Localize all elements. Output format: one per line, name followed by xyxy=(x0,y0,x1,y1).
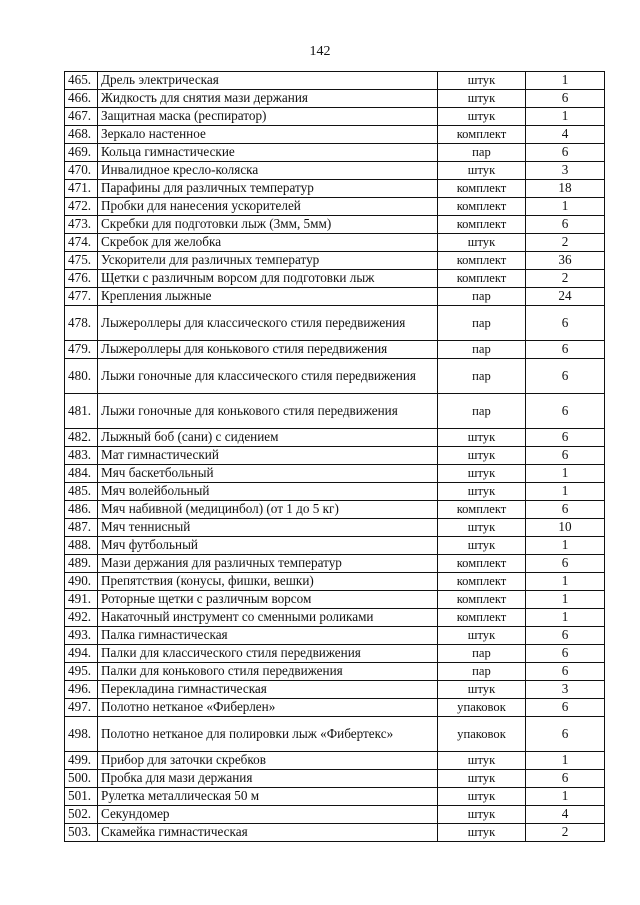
item-name: Мяч набивной (медицинбол) (от 1 до 5 кг) xyxy=(98,501,438,519)
table-row xyxy=(65,501,605,519)
unit-of-measure: штук xyxy=(438,788,526,806)
row-number: 478. xyxy=(65,306,98,341)
unit-of-measure: комплект xyxy=(438,609,526,627)
unit-of-measure: пар xyxy=(438,288,526,306)
row-number: 493. xyxy=(65,627,98,645)
quantity: 6 xyxy=(526,717,605,752)
item-name: Защитная маска (респиратор) xyxy=(98,108,438,126)
row-number: 476. xyxy=(65,270,98,288)
item-name: Инвалидное кресло-коляска xyxy=(98,162,438,180)
unit-of-measure: штук xyxy=(438,234,526,252)
quantity: 10 xyxy=(526,519,605,537)
table-row xyxy=(65,627,605,645)
row-number: 479. xyxy=(65,341,98,359)
unit-of-measure: штук xyxy=(438,447,526,465)
item-name: Накаточный инструмент со сменными роликами xyxy=(98,609,438,627)
row-number: 492. xyxy=(65,609,98,627)
quantity: 1 xyxy=(526,573,605,591)
unit-of-measure: комплект xyxy=(438,555,526,573)
item-name: Препятствия (конусы, фишки, вешки) xyxy=(98,573,438,591)
row-number: 491. xyxy=(65,591,98,609)
quantity: 1 xyxy=(526,465,605,483)
item-name: Мяч баскетбольный xyxy=(98,465,438,483)
quantity: 1 xyxy=(526,788,605,806)
table-row xyxy=(65,162,605,180)
table-row xyxy=(65,483,605,501)
table-row xyxy=(65,717,605,752)
quantity: 6 xyxy=(526,394,605,429)
item-name: Рулетка металлическая 50 м xyxy=(98,788,438,806)
row-number: 495. xyxy=(65,663,98,681)
quantity: 1 xyxy=(526,609,605,627)
table-row xyxy=(65,645,605,663)
page-number: 142 xyxy=(309,44,331,59)
table-row xyxy=(65,144,605,162)
unit-of-measure: штук xyxy=(438,519,526,537)
row-number: 502. xyxy=(65,806,98,824)
row-number: 501. xyxy=(65,788,98,806)
row-number: 487. xyxy=(65,519,98,537)
unit-of-measure: пар xyxy=(438,359,526,394)
table-row xyxy=(65,126,605,144)
row-number: 497. xyxy=(65,699,98,717)
unit-of-measure: штук xyxy=(438,429,526,447)
quantity: 4 xyxy=(526,126,605,144)
item-name: Кольца гимнастические xyxy=(98,144,438,162)
row-number: 496. xyxy=(65,681,98,699)
table-row xyxy=(65,234,605,252)
item-name: Полотно нетканое «Фиберлен» xyxy=(98,699,438,717)
table-row xyxy=(65,394,605,429)
table-row xyxy=(65,537,605,555)
table-row xyxy=(65,429,605,447)
table-row xyxy=(65,752,605,770)
table-row xyxy=(65,770,605,788)
item-name: Щетки с различным ворсом для подготовки лыж xyxy=(98,270,438,288)
quantity: 1 xyxy=(526,108,605,126)
table-row xyxy=(65,788,605,806)
row-number: 486. xyxy=(65,501,98,519)
item-name: Скамейка гимнастическая xyxy=(98,824,438,842)
unit-of-measure: штук xyxy=(438,770,526,788)
unit-of-measure: комплект xyxy=(438,180,526,198)
item-name: Скребок для желобка xyxy=(98,234,438,252)
row-number: 465. xyxy=(65,72,98,90)
table-row xyxy=(65,555,605,573)
equipment-table-body xyxy=(65,72,605,842)
quantity: 1 xyxy=(526,483,605,501)
row-number: 499. xyxy=(65,752,98,770)
table-row xyxy=(65,663,605,681)
row-number: 503. xyxy=(65,824,98,842)
item-name: Дрель электрическая xyxy=(98,72,438,90)
table-row xyxy=(65,699,605,717)
item-name: Перекладина гимнастическая xyxy=(98,681,438,699)
item-name: Парафины для различных температур xyxy=(98,180,438,198)
unit-of-measure: штук xyxy=(438,752,526,770)
quantity: 3 xyxy=(526,162,605,180)
row-number: 474. xyxy=(65,234,98,252)
table-row xyxy=(65,306,605,341)
quantity: 6 xyxy=(526,501,605,519)
quantity: 6 xyxy=(526,770,605,788)
item-name: Жидкость для снятия мази держания xyxy=(98,90,438,108)
unit-of-measure: штук xyxy=(438,824,526,842)
row-number: 467. xyxy=(65,108,98,126)
row-number: 473. xyxy=(65,216,98,234)
table-row xyxy=(65,198,605,216)
item-name: Лыжероллеры для конькового стиля передвижения xyxy=(98,341,438,359)
quantity: 2 xyxy=(526,824,605,842)
item-name: Палки для классического стиля передвижения xyxy=(98,645,438,663)
item-name: Прибор для заточки скребков xyxy=(98,752,438,770)
unit-of-measure: комплект xyxy=(438,270,526,288)
quantity: 18 xyxy=(526,180,605,198)
quantity: 6 xyxy=(526,429,605,447)
unit-of-measure: пар xyxy=(438,306,526,341)
unit-of-measure: пар xyxy=(438,144,526,162)
row-number: 488. xyxy=(65,537,98,555)
unit-of-measure: комплект xyxy=(438,216,526,234)
unit-of-measure: штук xyxy=(438,465,526,483)
item-name: Лыжероллеры для классического стиля передвижения xyxy=(98,306,438,341)
table-row xyxy=(65,108,605,126)
quantity: 1 xyxy=(526,752,605,770)
row-number: 484. xyxy=(65,465,98,483)
quantity: 2 xyxy=(526,234,605,252)
unit-of-measure: упаковок xyxy=(438,717,526,752)
table-row xyxy=(65,519,605,537)
row-number: 485. xyxy=(65,483,98,501)
unit-of-measure: штук xyxy=(438,90,526,108)
row-number: 481. xyxy=(65,394,98,429)
quantity: 6 xyxy=(526,306,605,341)
item-name: Мяч футбольный xyxy=(98,537,438,555)
quantity: 6 xyxy=(526,663,605,681)
row-number: 489. xyxy=(65,555,98,573)
table-row xyxy=(65,90,605,108)
item-name: Мяч теннисный xyxy=(98,519,438,537)
table-row xyxy=(65,359,605,394)
item-name: Палка гимнастическая xyxy=(98,627,438,645)
item-name: Секундомер xyxy=(98,806,438,824)
item-name: Крепления лыжные xyxy=(98,288,438,306)
table-row xyxy=(65,609,605,627)
table-row xyxy=(65,681,605,699)
table-row xyxy=(65,72,605,90)
table-row xyxy=(65,252,605,270)
quantity: 6 xyxy=(526,90,605,108)
unit-of-measure: штук xyxy=(438,627,526,645)
table-row xyxy=(65,180,605,198)
row-number: 480. xyxy=(65,359,98,394)
table-row xyxy=(65,216,605,234)
unit-of-measure: комплект xyxy=(438,198,526,216)
row-number: 468. xyxy=(65,126,98,144)
table-row xyxy=(65,806,605,824)
quantity: 6 xyxy=(526,144,605,162)
row-number: 472. xyxy=(65,198,98,216)
item-name: Скребки для подготовки лыж (3мм, 5мм) xyxy=(98,216,438,234)
unit-of-measure: комплект xyxy=(438,573,526,591)
table-row xyxy=(65,270,605,288)
table-row xyxy=(65,341,605,359)
item-name: Лыжи гоночные для классического стиля передвижения xyxy=(98,359,438,394)
unit-of-measure: штук xyxy=(438,72,526,90)
unit-of-measure: упаковок xyxy=(438,699,526,717)
item-name: Мази держания для различных температур xyxy=(98,555,438,573)
item-name: Зеркало настенное xyxy=(98,126,438,144)
quantity: 6 xyxy=(526,645,605,663)
quantity: 6 xyxy=(526,627,605,645)
row-number: 498. xyxy=(65,717,98,752)
quantity: 2 xyxy=(526,270,605,288)
row-number: 494. xyxy=(65,645,98,663)
quantity: 6 xyxy=(526,216,605,234)
row-number: 490. xyxy=(65,573,98,591)
quantity: 1 xyxy=(526,591,605,609)
item-name: Роторные щетки с различным ворсом xyxy=(98,591,438,609)
unit-of-measure: пар xyxy=(438,341,526,359)
unit-of-measure: штук xyxy=(438,108,526,126)
unit-of-measure: штук xyxy=(438,162,526,180)
equipment-table xyxy=(64,71,605,842)
item-name: Лыжный боб (сани) с сидением xyxy=(98,429,438,447)
unit-of-measure: штук xyxy=(438,483,526,501)
unit-of-measure: пар xyxy=(438,394,526,429)
quantity: 1 xyxy=(526,198,605,216)
item-name: Мяч волейбольный xyxy=(98,483,438,501)
unit-of-measure: пар xyxy=(438,645,526,663)
unit-of-measure: штук xyxy=(438,806,526,824)
unit-of-measure: штук xyxy=(438,681,526,699)
quantity: 24 xyxy=(526,288,605,306)
quantity: 4 xyxy=(526,806,605,824)
item-name: Ускорители для различных температур xyxy=(98,252,438,270)
row-number: 466. xyxy=(65,90,98,108)
unit-of-measure: комплект xyxy=(438,591,526,609)
unit-of-measure: пар xyxy=(438,663,526,681)
quantity: 6 xyxy=(526,447,605,465)
quantity: 36 xyxy=(526,252,605,270)
item-name: Полотно нетканое для полировки лыж «Фибертекс» xyxy=(98,717,438,752)
table-row xyxy=(65,824,605,842)
item-name: Палки для конькового стиля передвижения xyxy=(98,663,438,681)
quantity: 6 xyxy=(526,359,605,394)
row-number: 483. xyxy=(65,447,98,465)
unit-of-measure: комплект xyxy=(438,501,526,519)
row-number: 470. xyxy=(65,162,98,180)
unit-of-measure: штук xyxy=(438,537,526,555)
row-number: 482. xyxy=(65,429,98,447)
item-name: Лыжи гоночные для конькового стиля передвижения xyxy=(98,394,438,429)
unit-of-measure: комплект xyxy=(438,252,526,270)
table-row xyxy=(65,591,605,609)
row-number: 469. xyxy=(65,144,98,162)
table-row xyxy=(65,465,605,483)
quantity: 6 xyxy=(526,555,605,573)
quantity: 1 xyxy=(526,537,605,555)
quantity: 1 xyxy=(526,72,605,90)
row-number: 471. xyxy=(65,180,98,198)
table-row xyxy=(65,573,605,591)
item-name: Пробка для мази держания xyxy=(98,770,438,788)
table-row xyxy=(65,447,605,465)
quantity: 6 xyxy=(526,341,605,359)
quantity: 6 xyxy=(526,699,605,717)
table-row xyxy=(65,288,605,306)
item-name: Пробки для нанесения ускорителей xyxy=(98,198,438,216)
row-number: 475. xyxy=(65,252,98,270)
row-number: 500. xyxy=(65,770,98,788)
row-number: 477. xyxy=(65,288,98,306)
quantity: 3 xyxy=(526,681,605,699)
item-name: Мат гимнастический xyxy=(98,447,438,465)
unit-of-measure: комплект xyxy=(438,126,526,144)
